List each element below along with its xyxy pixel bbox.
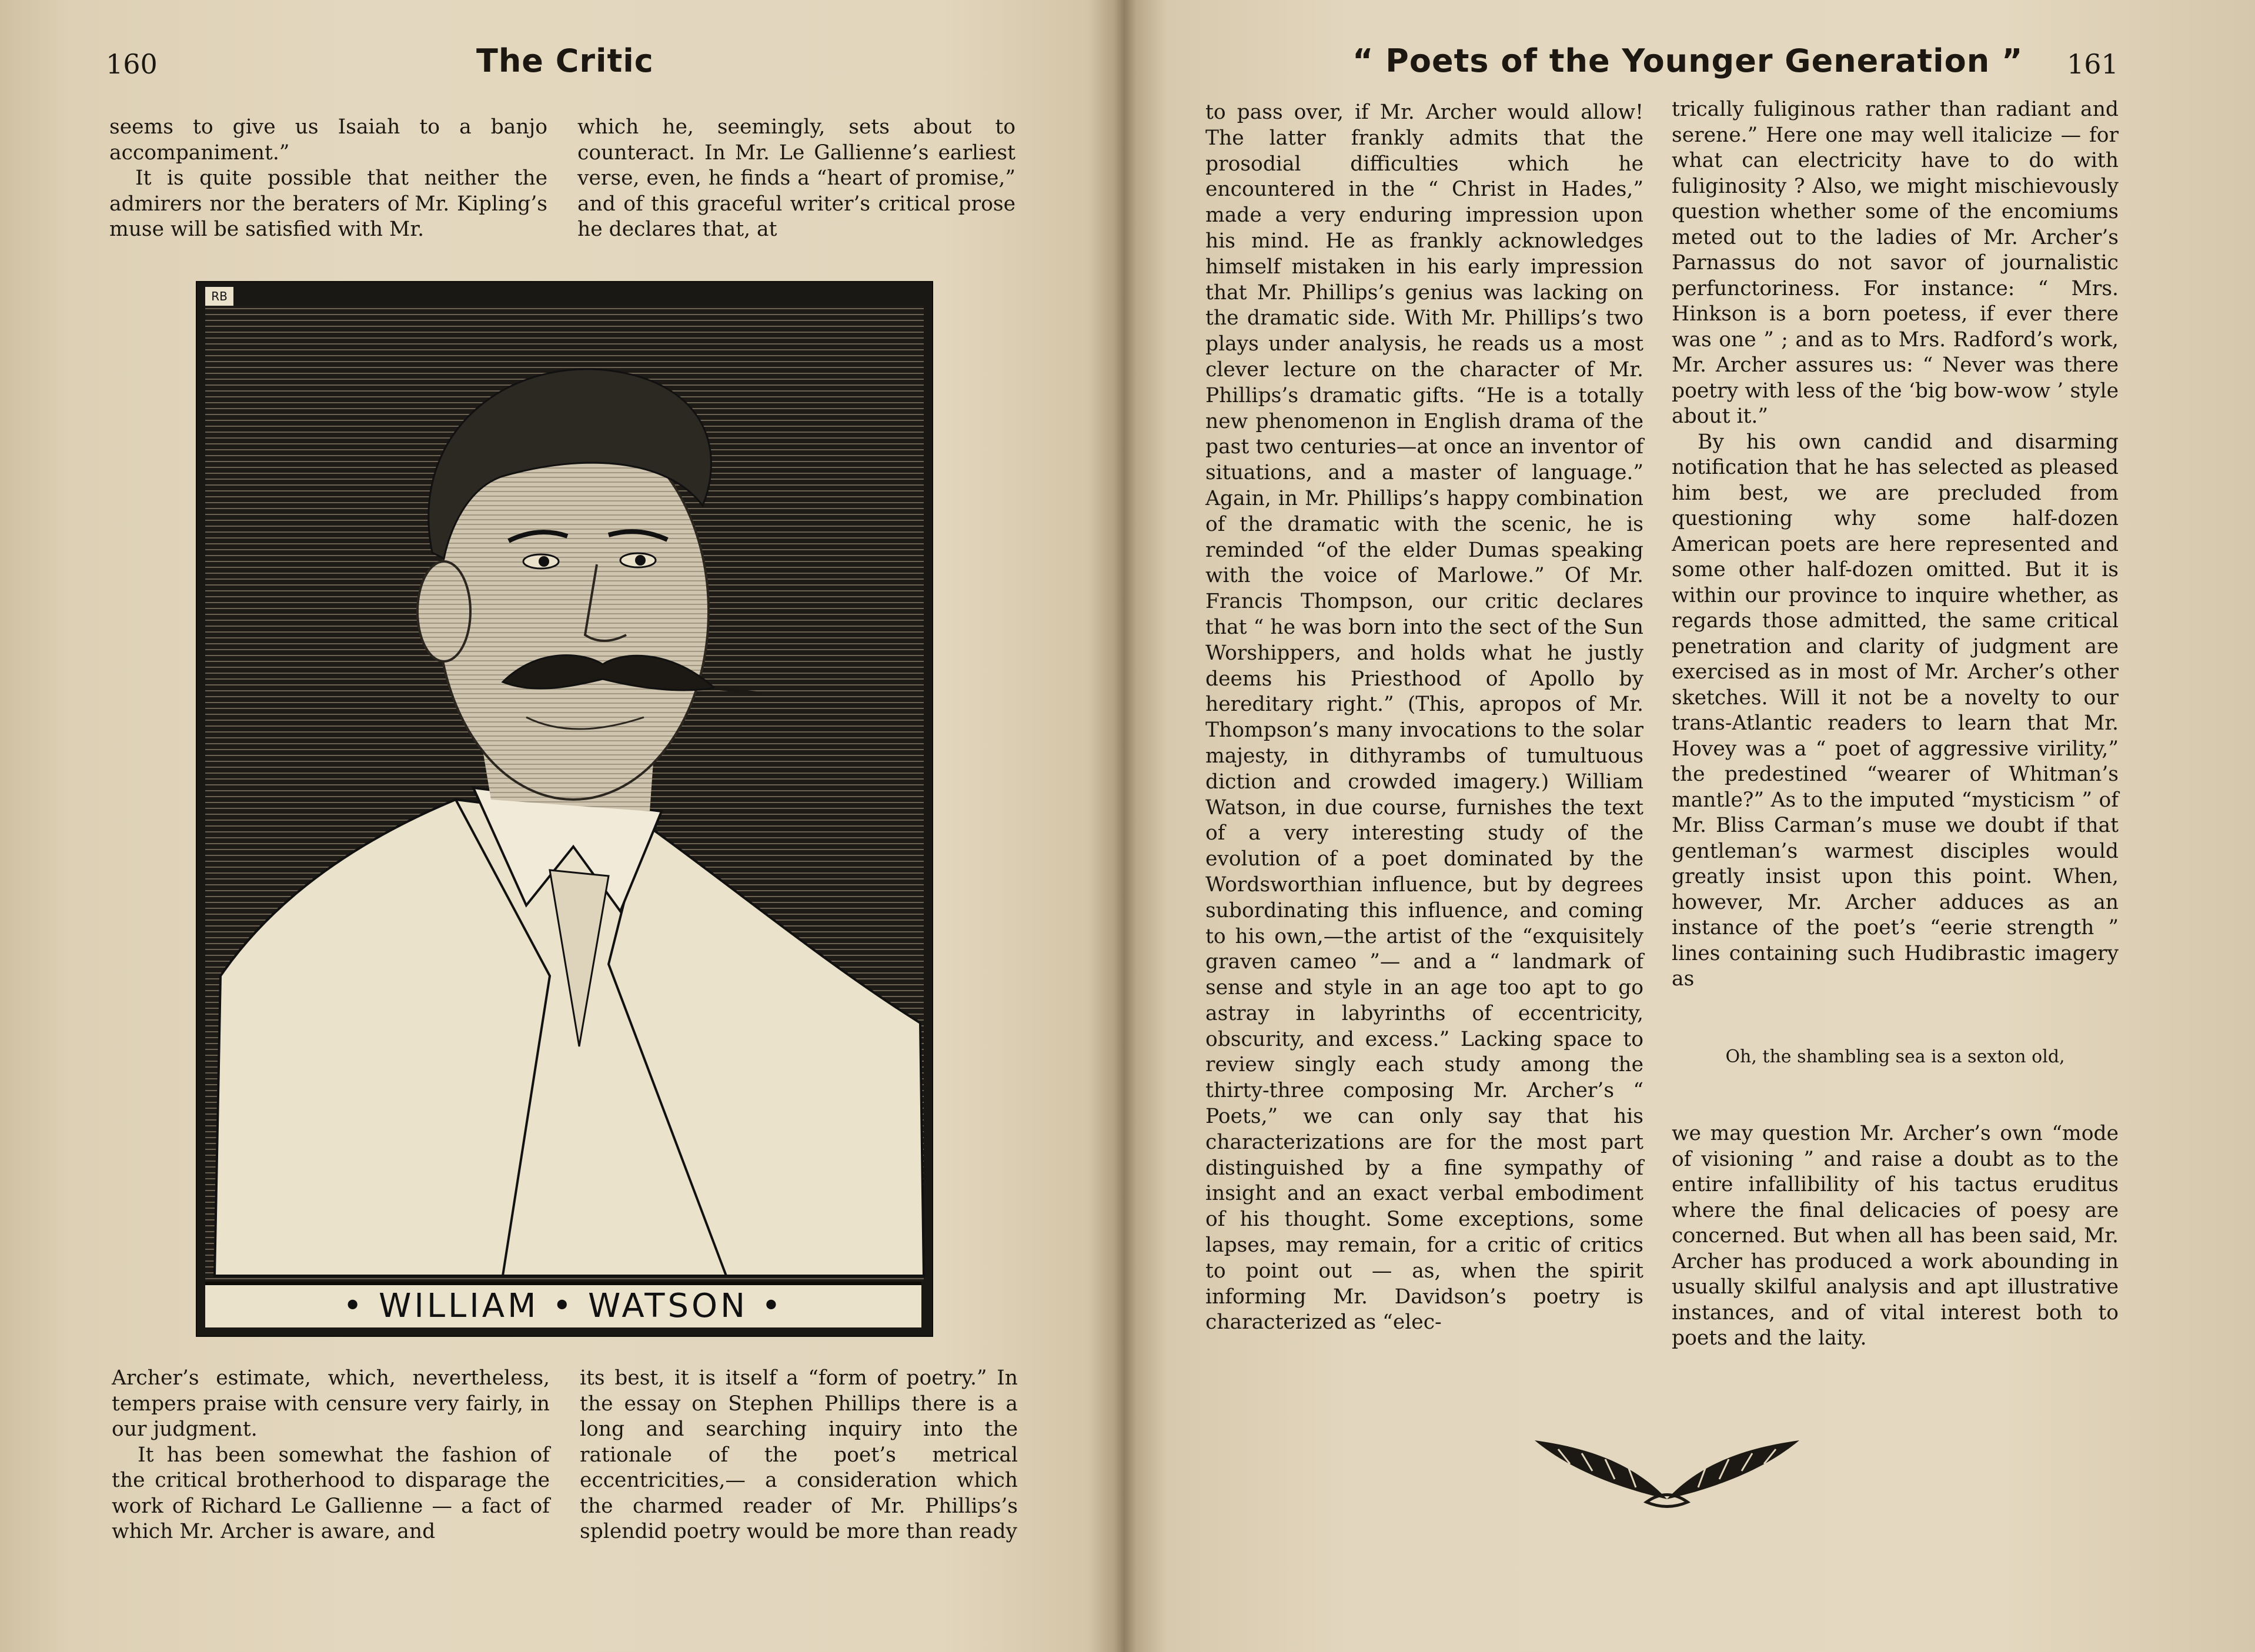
portrait-engraving [196,281,933,1337]
paragraph: we may question Mr. Archer’s own “mode of visioning ” and raise a doubt as to the entire infallibility of his tactus eruditus where the final delicacies of poesy are concerned. But when all has been said, Mr. Archer has produced a work abounding in usually skilful analysis and apt illustrative instances, and of vital interest both to poets and the laity. [1672,1122,2119,1350]
left-col1-bottom [112,1366,550,1545]
page-number-left: 160 [106,48,158,80]
right-page [1126,0,2255,1652]
paragraph: seems to give us Isaiah to a banjo accompaniment.” [109,115,547,165]
running-head-right: “ Poets of the Younger Generation ” [1352,42,2023,79]
paragraph: its best, it is itself a “form of poetry.” In the essay on Stephen Phillips there is a long and searching inquiry into the rationale of the poet’s metrical eccentricities,— a consideration which the charmed reader of Mr. Phillips’s splendid poetry would be more than ready [580,1366,1018,1543]
right-col2 [1672,97,2119,1352]
engraver-monogram: RB [205,287,233,306]
paragraph: It has been somewhat the fashion of the critical brotherhood to disparage the work of Richard Le Gallienne — a fact of which Mr. Archer is aware, and [112,1443,550,1543]
left-page [0,0,1117,1652]
paragraph: which he, seemingly, sets about to counteract. In Mr. Le Gallienne’s earliest verse, even, he finds a “heart of promise,” and of this graceful writer’s critical prose he declares that, at [577,115,1015,241]
left-col2-top [577,115,1015,243]
paragraph: to pass over, if Mr. Archer would allow! The latter frankly admits that the prosodial difficulties which he encountered in the “ Christ in Hades,” made a very enduring impression upon his mind. He as frankly acknowledges himself mistaken in his early impression that Mr. Phillips’s genius was lacking on the dramatic side. With Mr. Phillips’s two plays under analysis, he reads us a most clever lecture on the character of Mr. Phillips’s dramatic gifts. “He is a totally new phenomenon in English drama of the past two centuries—at once an inventor of situations, and a master of language.” Again, in Mr. Phillips’s happy combination of the dramatic with the scenic, he is reminded “of the elder Dumas speaking with the voice of Marlowe.” Of Mr. Francis Thompson, our critic declares that “ he was born into the sect of the Sun Worshippers, and holds what he justly deems his Priesthood of Apollo by hereditary right.” (This, apropos of Mr. Thompson’s many invocations to the solar majesty, in dithyrambs of tumultuous diction and crowded imagery.) William Watson, in due course, furnishes the text of a very interesting study of the evolution of a poet dominated by the Wordsworthian influence, but by degrees subordinating this influence, and coming to his own,—the artist of the “exquisitely graven cameo ”— and a “ landmark of sense and style in an age too apt to go astray in labyrinths of eccentricity, obscurity, and excess.” Lacking space to review singly each study among the thirty-three composing Mr. Archer’s “ Poets,” we can only say that his characterizations are for the most part distinguished by a fine sympathy of insight and an exact verbal embodiment of his thought. Some exceptions, some lapses, may remain, for a critic of critics to point out — as, when the spirit informing Mr. Davidson’s poetry is characterized as “elec- [1205,101,1643,1335]
paragraph: trically fuliginous rather than radiant and serene.” Here one may well italicize — for what can electricity have to do with fuliginosity ? Also, we might mischievously question whether some of the encomiums meted out to the ladies of Mr. Archer’s Parnassus do not savor of journalistic perfunctoriness. For instance: “ Mrs. Hinkson is a born poetess, if ever there was one ” ; and as to Mrs. Radford’s work, Mr. Archer assures us: “ Never was there poetry with less of the ‘big bow-wow ’ style about it.” [1672,98,2119,428]
portrait-caption: • WILLIAM • WATSON • [205,1282,921,1327]
page-number-right: 161 [2067,48,2119,80]
paragraph: Archer’s estimate, which, nevertheless, tempers praise with censure very fairly, in our judgment. [112,1366,550,1441]
portrait-image-icon [197,282,932,1282]
left-col2-bottom [580,1366,1018,1545]
paragraph: It is quite possible that neither the admirers nor the beraters of Mr. Kipling’s muse will be satisfied with Mr. [109,166,547,241]
paragraph: By his own candid and disarming notification that he has selected as pleased him best, we are precluded from questioning why some half-dozen American poets are here represented and some other half-dozen omitted. But it is within our province to inquire whether, as regards those admitted, the same critical penetration and clarity of judgment are exercised as in most of Mr. Archer’s other sketches. Will it not be a novelty to our trans-Atlantic readers to learn that Mr. Hovey was a “ poet of aggressive virility,” the predestined “wearer of Whitman’s mantle?” As to the imputed “mysticism ” of Mr. Bliss Carman’s muse we doubt if that gentleman’s warmest disciples would greatly insist upon this point. When, however, Mr. Archer adduces as an instance of the poet’s “eerie strength ” lines containing such Hudibrastic imagery as [1672,430,2119,991]
left-col1-top [109,115,547,243]
running-head-left: The Critic [476,42,654,79]
laurel-wings-ornament-icon [1529,1423,1805,1511]
right-col1 [1205,100,1643,1336]
verse-quote: Oh, the shambling sea is a sexton old, [1725,1046,2065,1067]
